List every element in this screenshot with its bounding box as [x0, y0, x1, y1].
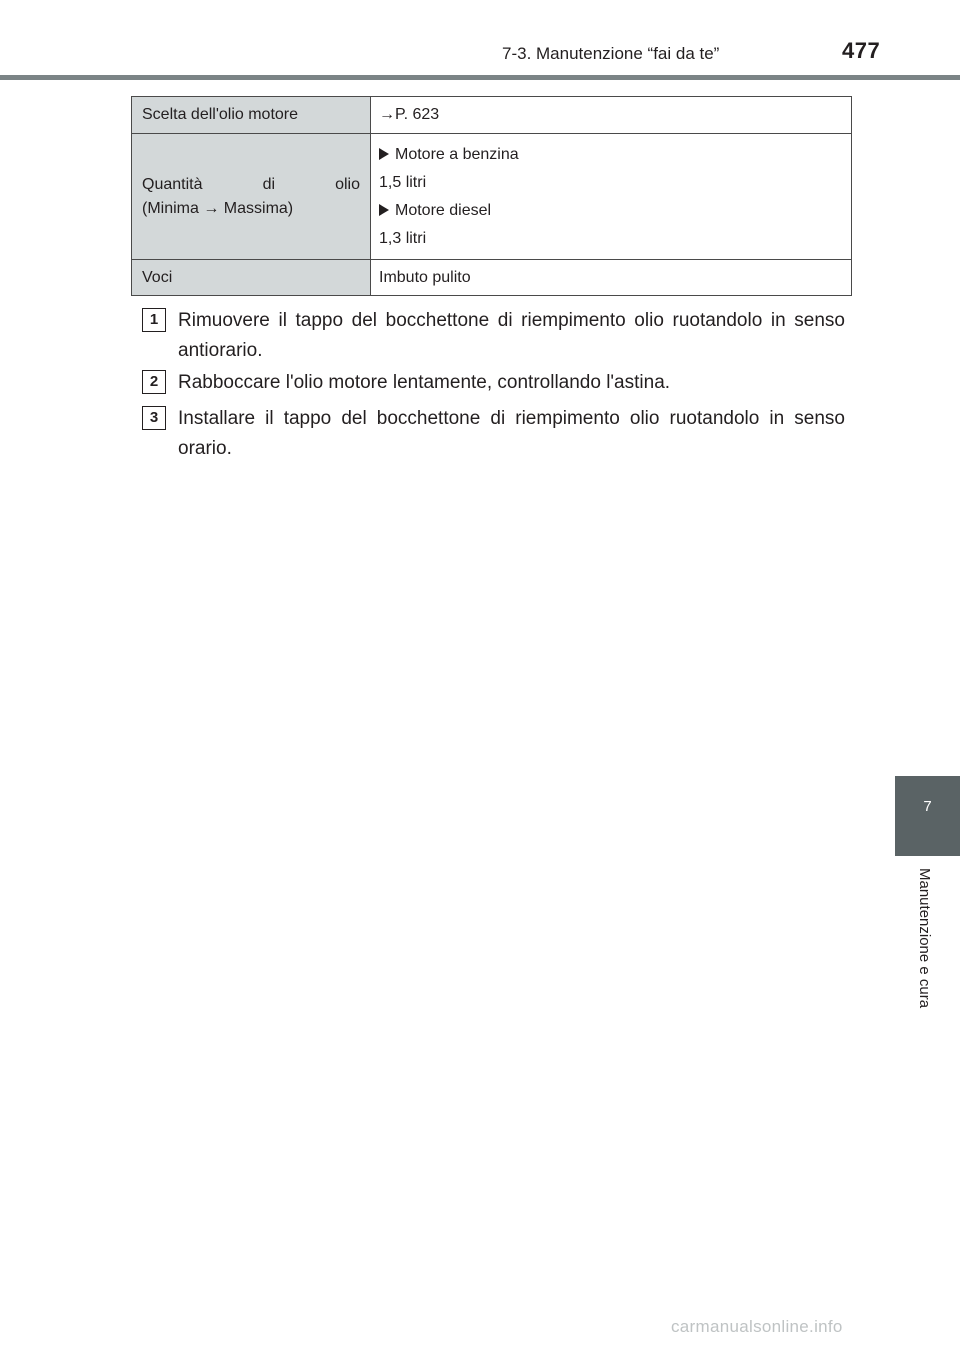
oil-quantity-label-line1: Quantità di olio	[142, 175, 360, 193]
oil-choice-page-link[interactable]: →P. 623	[371, 97, 852, 134]
table-row	[132, 134, 852, 260]
diesel-engine-heading	[379, 197, 843, 225]
step-text: Rimuovere il tappo del bocchettone di riempimento olio ruotandolo in senso antiorario.	[178, 310, 845, 361]
step-number-badge: 1	[142, 308, 166, 332]
triangle-bullet-icon	[379, 148, 389, 160]
items-value: Imbuto pulito	[371, 260, 852, 296]
page-number: 477	[842, 38, 881, 63]
step-text: Installare il tappo del bocchettone di riempimento olio ruotandolo in senso orario.	[178, 408, 845, 459]
items-label: Voci	[132, 260, 371, 296]
chapter-title: Manutenzione e cura	[916, 868, 933, 1009]
diesel-engine-label: Motore diesel	[395, 201, 492, 219]
oil-quantity-values	[371, 134, 852, 260]
chapter-number: 7	[923, 798, 932, 815]
table-row	[132, 97, 852, 134]
step-number-badge: 2	[142, 370, 166, 394]
petrol-engine-label: Motore a benzina	[395, 145, 519, 163]
triangle-bullet-icon	[379, 204, 389, 216]
petrol-engine-heading	[379, 141, 843, 169]
chapter-tab[interactable]	[895, 776, 960, 856]
step-number-badge: 3	[142, 406, 166, 430]
step-text: Rabboccare l'olio motore lentamente, controllando l'astina.	[178, 372, 671, 393]
header-rule	[0, 75, 960, 80]
table-row	[132, 260, 852, 296]
oil-spec-table	[131, 96, 852, 296]
oil-quantity-label-line2: (Minima → Massima)	[142, 199, 294, 217]
petrol-engine-quantity: 1,5 litri	[379, 173, 427, 191]
diesel-engine-quantity: 1,3 litri	[379, 229, 427, 247]
oil-quantity-label	[132, 134, 371, 260]
oil-choice-label: Scelta dell'olio motore	[132, 97, 371, 134]
watermark: carmanualsonline.info	[671, 1317, 843, 1336]
section-title: 7-3. Manutenzione “fai da te”	[502, 44, 720, 63]
